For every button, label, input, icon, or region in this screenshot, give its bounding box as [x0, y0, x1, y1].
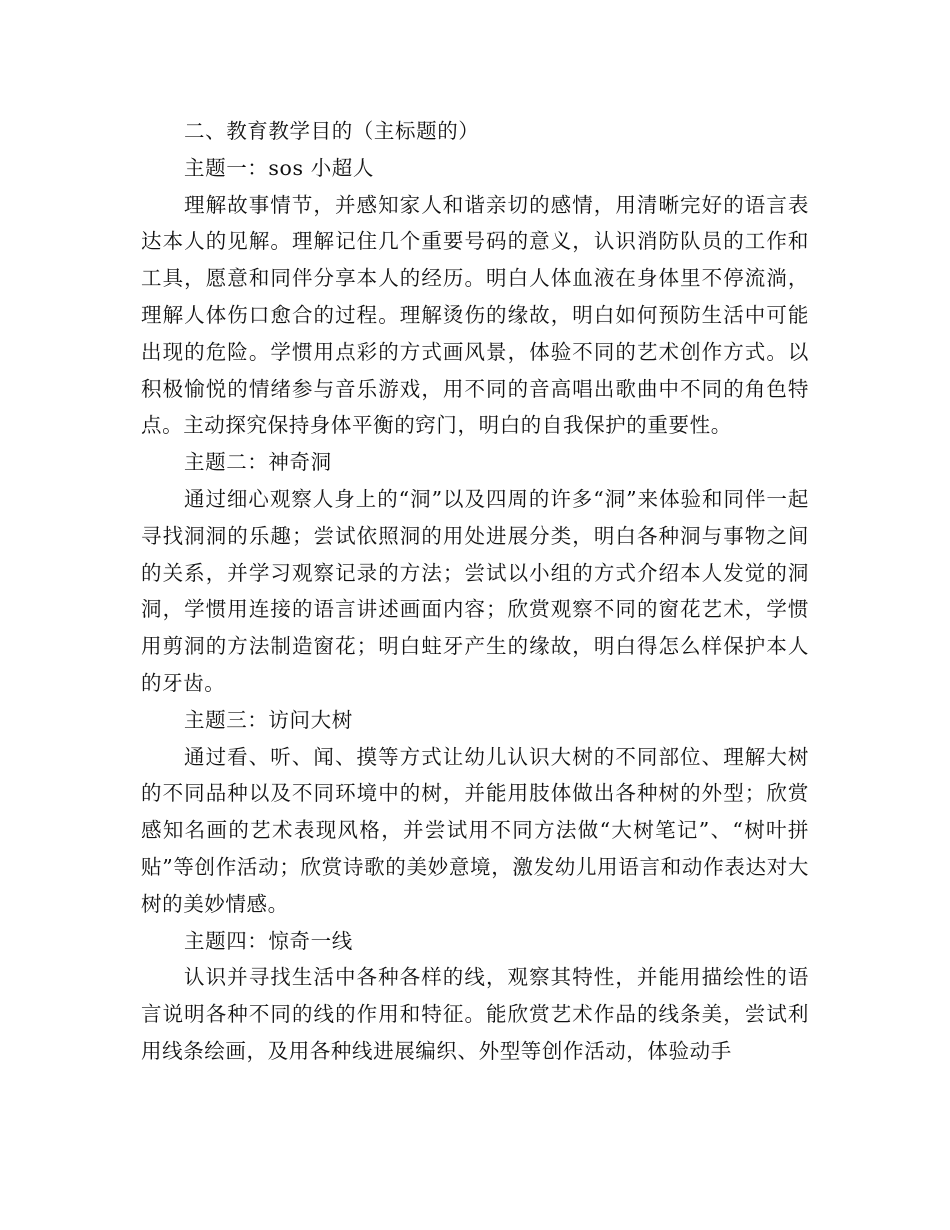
theme-1-paragraph: 理解故事情节，并感知家人和谐亲切的感情，用清晰完好的语言表达本人的见解。理解记住几个重要号码的意义，认识消防队员的工作和工具，愿意和同伴分享本人的经历。明白人体血液在身体里不停流淌，理解人体伤口愈合的过程。理解烫伤的缘故，明白如何预防生活中可能出现的危险。学惯用点彩的方式画风景，体验不同的艺术创作方式。以积极愉悦的情绪参与音乐游戏，用不同的音高唱出歌曲中不同的角色特点。主动探究保持身体平衡的窍门，明白的自我保护的重要性。 [141, 192, 809, 438]
theme-2-paragraph: 通过细心观察人身上的“洞”以及四周的许多“洞”来体验和同伴一起寻找洞洞的乐趣；尝试依照洞的用处进展分类，明白各种洞与事物之间的关系，并学习观察记录的方法；尝试以小组的方式介绍本人发觉的洞洞，学惯用连接的语言讲述画面内容；欣赏观察不同的窗花艺术，学惯用剪洞的方法制造窗花；明白蛀牙产生的缘故，明白得怎么样保护本人的牙齿。 [141, 486, 809, 695]
theme-3-heading: 主题三：访问大树 [184, 707, 353, 732]
theme-4-heading: 主题四：惊奇一线 [184, 928, 353, 953]
theme-4-paragraph: 认识并寻找生活中各种各样的线，观察其特性，并能用描绘性的语言说明各种不同的线的作用和特征。能欣赏艺术作品的线条美，尝试利用线条绘画，及用各种线进展编织、外型等创作活动，体验动手 [141, 965, 809, 1063]
theme-2-heading: 主题二：神奇洞 [184, 450, 332, 475]
theme-3-paragraph: 通过看、听、闻、摸等方式让幼儿认识大树的不同部位、理解大树的不同品种以及不同环境中的树，并能用肢体做出各种树的外型；欣赏感知名画的艺术表现风格，并尝试用不同方法做“大树笔记”、“树叶拼贴”等创作活动；欣赏诗歌的美妙意境，激发幼儿用语言和动作表达对大树的美妙情感。 [141, 744, 809, 916]
document-body [141, 113, 809, 1070]
theme-1-heading: 主题一：sos 小超人 [184, 155, 374, 180]
section-title: 二、教育教学目的（主标题的） [184, 119, 480, 143]
